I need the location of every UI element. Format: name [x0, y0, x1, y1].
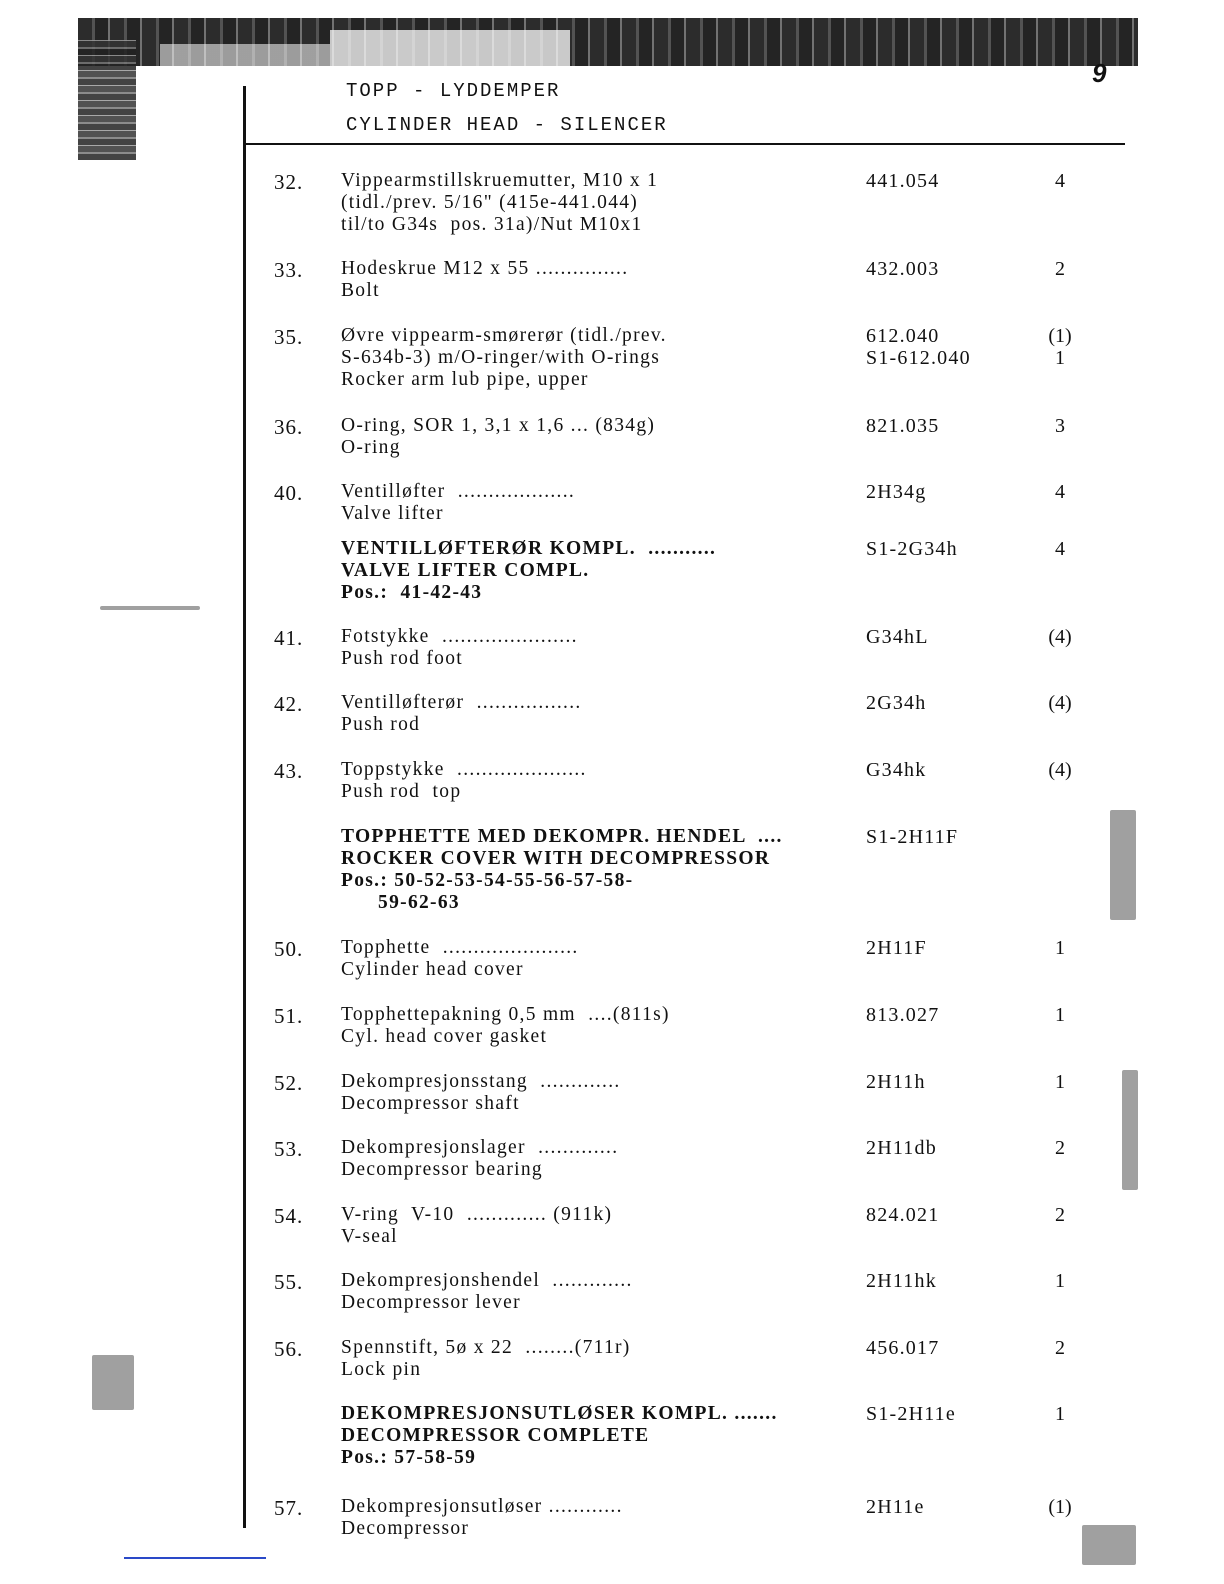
description-line: 59-62-63	[341, 892, 460, 913]
quantity-line: (4)	[1048, 692, 1072, 714]
part-number-line: 456.017	[866, 1337, 940, 1359]
part-description	[341, 826, 783, 914]
quantity	[1030, 1337, 1090, 1359]
part-number	[866, 1204, 939, 1226]
part-description	[341, 258, 628, 302]
scan-speck	[1082, 1525, 1136, 1565]
description-line: V-ring V-10 ............. (911k)	[341, 1204, 613, 1225]
quantity	[1030, 826, 1090, 848]
quantity	[1030, 937, 1090, 959]
part-description	[341, 1071, 621, 1115]
part-description	[341, 538, 716, 604]
description-line: Topphette ......................	[341, 937, 579, 958]
part-number	[866, 538, 958, 560]
part-description	[341, 692, 582, 736]
description-line: VALVE LIFTER COMPL.	[341, 560, 590, 581]
description-line: Pos.: 57-58-59	[341, 1447, 477, 1468]
quantity	[1030, 1270, 1090, 1292]
part-number	[866, 626, 929, 648]
part-number-line: 813.027	[866, 1004, 940, 1026]
part-number	[866, 325, 971, 369]
part-number-line: S1-2H11F	[866, 826, 959, 848]
part-number-line: 432.003	[866, 258, 940, 280]
part-number	[866, 1137, 937, 1159]
part-number	[866, 937, 927, 959]
quantity-line: 2	[1055, 258, 1065, 280]
position-number: 43.	[274, 759, 304, 783]
part-number-line: 821.035	[866, 415, 940, 437]
quantity	[1030, 759, 1090, 781]
description-line: V-seal	[341, 1226, 398, 1247]
part-number	[866, 1071, 926, 1093]
part-number-line: S1-612.040	[866, 347, 971, 369]
part-number-line: 2H34g	[866, 481, 927, 503]
description-line: O-ring	[341, 437, 401, 458]
quantity	[1030, 325, 1090, 369]
quantity	[1030, 538, 1090, 560]
part-number-line: 2G34h	[866, 692, 927, 714]
quantity	[1030, 1137, 1090, 1159]
scan-noise-gap	[330, 30, 570, 66]
scan-speck	[1122, 1070, 1138, 1190]
quantity-line: 4	[1055, 538, 1065, 560]
description-line: O-ring, SOR 1, 3,1 x 1,6 ... (834g)	[341, 415, 656, 436]
page-title-norwegian: TOPP - LYDDEMPER	[346, 80, 561, 102]
quantity-line: 1	[1055, 1403, 1065, 1425]
quantity	[1030, 170, 1090, 192]
description-line: Dekompresjonslager .............	[341, 1137, 619, 1158]
part-description	[341, 1270, 633, 1314]
description-line: Decompressor	[341, 1518, 470, 1539]
quantity	[1030, 1403, 1090, 1425]
page-number: 9	[1092, 58, 1107, 88]
part-description	[341, 481, 575, 525]
part-number-line: 2H11h	[866, 1071, 926, 1093]
position-number: 54.	[274, 1204, 304, 1228]
position-number: 32.	[274, 170, 304, 194]
part-description	[341, 325, 667, 391]
description-line: Decompressor lever	[341, 1292, 521, 1313]
description-line: til/to G34s pos. 31a)/Nut M10x1	[341, 214, 643, 235]
quantity-line: 2	[1055, 1204, 1065, 1226]
description-line: Lock pin	[341, 1359, 422, 1380]
part-description	[341, 1004, 670, 1048]
position-number: 51.	[274, 1004, 304, 1028]
position-number: 40.	[274, 481, 304, 505]
description-line: Pos.: 41-42-43	[341, 582, 483, 603]
part-description	[341, 1403, 778, 1469]
position-number: 56.	[274, 1337, 304, 1361]
part-number-line: G34hL	[866, 626, 929, 648]
quantity-line: 2	[1055, 1137, 1065, 1159]
part-number	[866, 415, 939, 437]
quantity-line: (4)	[1048, 759, 1072, 781]
description-line: Rocker arm lub pipe, upper	[341, 369, 589, 390]
part-description	[341, 937, 579, 981]
description-line: Dekompresjonshendel .............	[341, 1270, 633, 1291]
description-line: Ventilløfterør .................	[341, 692, 582, 713]
part-description	[341, 1496, 623, 1540]
description-line: DEKOMPRESJONSUTLØSER KOMPL. .......	[341, 1403, 778, 1424]
position-number: 36.	[274, 415, 304, 439]
description-line: Cylinder head cover	[341, 959, 524, 980]
scan-noise-corner	[78, 40, 136, 160]
description-line: Dekompresjonsutløser ............	[341, 1496, 623, 1517]
description-line: Hodeskrue M12 x 55 ...............	[341, 258, 629, 279]
description-line: Cyl. head cover gasket	[341, 1026, 548, 1047]
quantity-line: 1	[1055, 347, 1065, 369]
quantity-line: 1	[1055, 1071, 1065, 1093]
part-description	[341, 759, 587, 803]
description-line: Topphettepakning 0,5 mm ....(811s)	[341, 1004, 670, 1025]
scan-speck	[1110, 810, 1136, 920]
part-number	[866, 1403, 956, 1425]
quantity-line: (1)	[1048, 325, 1072, 347]
part-number-line: 2H11db	[866, 1137, 937, 1159]
description-line: Push rod	[341, 714, 421, 735]
header-divider	[243, 143, 1125, 145]
scan-speck	[100, 606, 200, 610]
description-line: Push rod foot	[341, 648, 463, 669]
part-number	[866, 258, 939, 280]
quantity	[1030, 692, 1090, 714]
part-description	[341, 415, 655, 459]
quantity-line: 4	[1055, 481, 1065, 503]
part-number-line: 2H11F	[866, 937, 927, 959]
description-line: Toppstykke .....................	[341, 759, 587, 780]
position-number: 55.	[274, 1270, 304, 1294]
position-number: 42.	[274, 692, 304, 716]
part-number-line: 441.054	[866, 170, 940, 192]
description-line: Valve lifter	[341, 503, 444, 524]
part-description	[341, 1137, 618, 1181]
part-number	[866, 1337, 939, 1359]
position-number: 50.	[274, 937, 304, 961]
quantity-line: 3	[1055, 415, 1065, 437]
description-line: Ventilløfter ...................	[341, 481, 576, 502]
part-description	[341, 1204, 612, 1248]
vertical-rule	[243, 86, 246, 1528]
quantity-line: 1	[1055, 937, 1065, 959]
description-line: ROCKER COVER WITH DECOMPRESSOR	[341, 848, 771, 869]
position-number: 33.	[274, 258, 304, 282]
quantity	[1030, 481, 1090, 503]
description-line: Decompressor shaft	[341, 1093, 520, 1114]
part-number	[866, 1496, 925, 1518]
part-number-line: 612.040	[866, 325, 940, 347]
quantity-line: 2	[1055, 1337, 1065, 1359]
part-number	[866, 759, 926, 781]
quantity	[1030, 626, 1090, 648]
description-line: Vippearmstillskruemutter, M10 x 1	[341, 170, 659, 191]
quantity	[1030, 1004, 1090, 1026]
quantity	[1030, 258, 1090, 280]
part-description	[341, 1337, 631, 1381]
quantity-line: 1	[1055, 1004, 1065, 1026]
quantity	[1030, 415, 1090, 437]
quantity-line	[1030, 826, 1090, 848]
scan-noise-gap	[160, 44, 330, 66]
description-line: Spennstift, 5ø x 22 ........(711r)	[341, 1337, 631, 1358]
description-line: Decompressor bearing	[341, 1159, 543, 1180]
description-line: Push rod top	[341, 781, 462, 802]
description-line: DECOMPRESSOR COMPLETE	[341, 1425, 650, 1446]
part-number-line: 2H11e	[866, 1496, 925, 1518]
position-number: 52.	[274, 1071, 304, 1095]
bottom-underline	[124, 1557, 266, 1559]
part-number	[866, 481, 926, 503]
page-title-english: CYLINDER HEAD - SILENCER	[346, 114, 668, 136]
quantity-line: 4	[1055, 170, 1065, 192]
part-number	[866, 1270, 937, 1292]
quantity-line: 1	[1055, 1270, 1065, 1292]
description-line: TOPPHETTE MED DEKOMPR. HENDEL ....	[341, 826, 783, 847]
position-number: 57.	[274, 1496, 304, 1520]
part-description	[341, 626, 578, 670]
position-number: 35.	[274, 325, 304, 349]
quantity	[1030, 1204, 1090, 1226]
scan-speck	[92, 1355, 134, 1410]
quantity	[1030, 1496, 1090, 1518]
description-line: S-634b-3) m/O-ringer/with O-rings	[341, 347, 661, 368]
part-number	[866, 692, 926, 714]
position-number: 41.	[274, 626, 304, 650]
quantity-line: (4)	[1048, 626, 1072, 648]
part-number-line: 824.021	[866, 1204, 940, 1226]
description-line: Pos.: 50-52-53-54-55-56-57-58-	[341, 870, 634, 891]
part-number-line: S1-2H11e	[866, 1403, 956, 1425]
description-line: Fotstykke ......................	[341, 626, 578, 647]
description-line: VENTILLØFTERØR KOMPL. ...........	[341, 538, 717, 559]
description-line: Øvre vippearm-smørerør (tidl./prev.	[341, 325, 667, 346]
part-number	[866, 170, 939, 192]
part-number-line: G34hk	[866, 759, 927, 781]
part-number-line: S1-2G34h	[866, 538, 958, 560]
part-number	[866, 826, 958, 848]
description-line: (tidl./prev. 5/16" (415e-441.044)	[341, 192, 639, 213]
quantity-line: (1)	[1048, 1496, 1072, 1518]
description-line: Dekompresjonsstang .............	[341, 1071, 621, 1092]
position-number: 53.	[274, 1137, 304, 1161]
description-line: Bolt	[341, 280, 380, 301]
part-number-line: 2H11hk	[866, 1270, 937, 1292]
part-number	[866, 1004, 939, 1026]
part-description	[341, 170, 658, 236]
quantity	[1030, 1071, 1090, 1093]
